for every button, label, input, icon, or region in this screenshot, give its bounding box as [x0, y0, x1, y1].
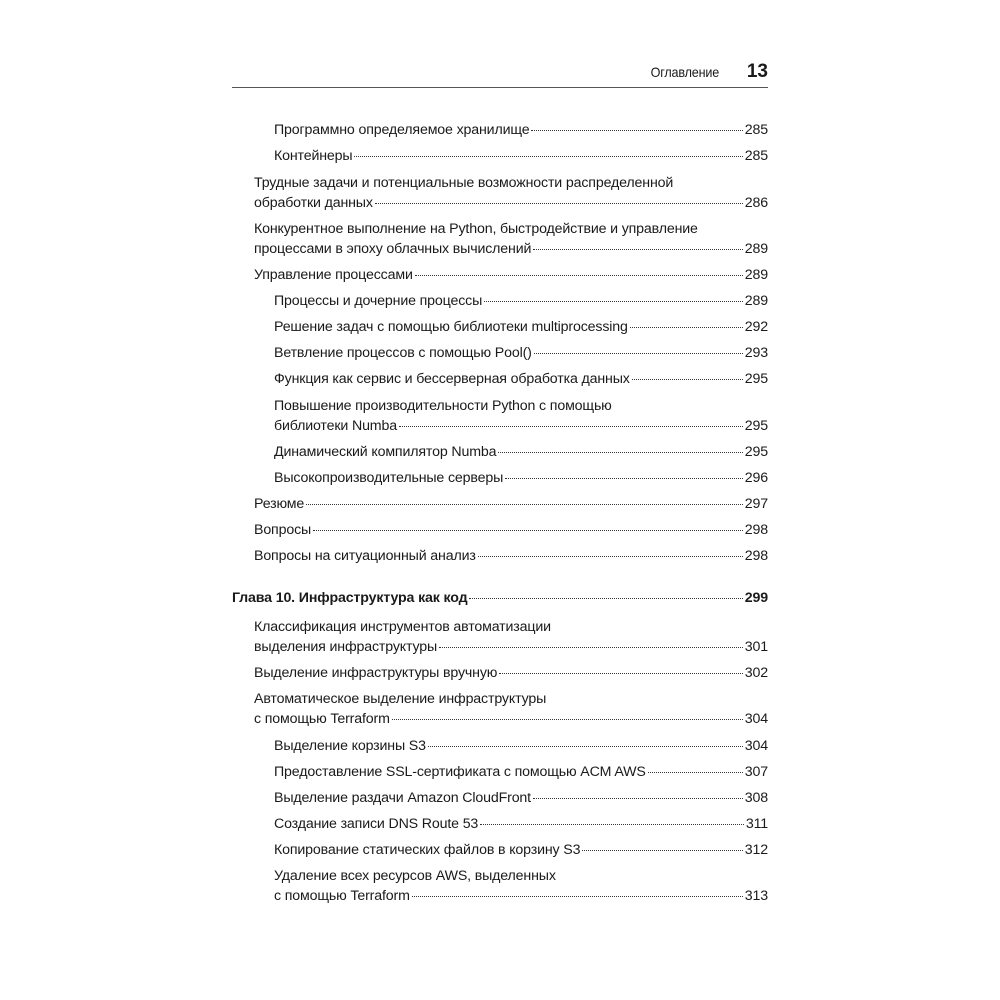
toc-page-number: 292: [744, 319, 768, 335]
toc-entry-title: Предоставление SSL-сертификата с помощью ACM AWS: [274, 764, 646, 780]
dot-leader: [412, 895, 743, 897]
toc-entry: [254, 618, 768, 657]
toc-page-number: 286: [744, 194, 768, 211]
toc-entry-title: с помощью Terraform: [254, 710, 390, 727]
toc-entry-title: Динамический компилятор Numba: [274, 444, 497, 460]
toc-page-number: 301: [744, 638, 768, 655]
toc-page-number: 289: [744, 240, 768, 257]
dot-leader: [498, 451, 742, 453]
toc-entry: [274, 318, 768, 338]
page-number: 13: [746, 61, 768, 82]
toc-entry-title: Управление процессами: [254, 267, 413, 283]
toc-entry-title: Выделение инфраструктуры вручную: [254, 665, 498, 681]
toc-page-number: 295: [744, 417, 768, 434]
toc-page-number: 289: [744, 267, 768, 283]
toc-entry: [254, 547, 768, 567]
toc-entry-title: Решение задач с помощью библиотеки multiprocessing: [274, 319, 628, 335]
dot-leader: [478, 555, 743, 557]
dot-leader: [534, 352, 743, 354]
toc-page-number: 313: [744, 887, 768, 904]
toc-entry-title: Выделение раздачи Amazon CloudFront: [274, 790, 531, 806]
toc-entry-title-line: Классификация инструментов автоматизации: [254, 619, 551, 635]
dot-leader: [439, 646, 743, 648]
toc-entry: [274, 292, 768, 312]
toc-entry: [254, 664, 768, 684]
toc-entry: [274, 147, 768, 167]
toc-entry-title: процессами в эпоху облачных вычислений: [254, 240, 532, 257]
toc-entry-title: обработки данных: [254, 194, 373, 211]
toc-entry: [274, 370, 768, 390]
toc-entry: [254, 220, 768, 259]
toc-entry-title: Создание записи DNS Route 53: [274, 816, 479, 832]
toc-entry-title: Резюме: [254, 496, 305, 512]
toc-entry-title-line: Трудные задачи и потенциальные возможности распределенной: [254, 175, 674, 191]
toc-entry: [254, 521, 768, 541]
toc-entry-title-line: Повышение производительности Python с помощью: [274, 398, 612, 414]
toc-entry: [274, 469, 768, 489]
toc-entry: [274, 121, 768, 141]
toc-entry: [254, 690, 768, 729]
toc-entry-title-line: Конкурентное выполнение на Python, быстродействие и управление: [254, 221, 698, 237]
toc-entry-title: Вопросы: [254, 522, 312, 538]
toc-entry-title: Высокопроизводительные серверы: [274, 470, 504, 486]
toc-page-number: 304: [744, 738, 768, 754]
toc-entry: [274, 841, 768, 861]
toc-page-number: 297: [744, 496, 768, 512]
toc-page-number: 298: [744, 548, 768, 564]
dot-leader: [313, 529, 743, 531]
toc-page-number: 285: [744, 148, 768, 164]
toc-entry: [254, 495, 768, 515]
toc-entry-title: Глава 10. Инфраструктура как код: [232, 590, 468, 606]
toc-page-number: 289: [744, 293, 768, 309]
toc-entry: [274, 763, 768, 783]
dot-leader: [354, 155, 742, 157]
dot-leader: [415, 274, 743, 276]
dot-leader: [630, 326, 743, 328]
toc-page-number: 302: [744, 665, 768, 681]
toc-page-number: 296: [744, 470, 768, 486]
toc-page-number: 293: [744, 345, 768, 361]
toc-entry: [274, 789, 768, 809]
toc-entry: [274, 815, 768, 835]
dot-leader: [533, 797, 743, 799]
dot-leader: [399, 425, 743, 427]
toc-entry-title: выделения инфраструктуры: [254, 638, 438, 655]
toc-entry: [274, 737, 768, 757]
dot-leader: [392, 718, 743, 720]
toc-entry: [274, 867, 768, 906]
toc-page-number: 295: [744, 444, 768, 460]
toc-page-number: 295: [744, 371, 768, 387]
toc-page-number: 298: [744, 522, 768, 538]
dot-leader: [533, 248, 742, 250]
toc-page-number: 312: [744, 842, 768, 858]
dot-leader: [505, 477, 743, 479]
dot-leader: [531, 129, 742, 131]
dot-leader: [499, 672, 743, 674]
dot-leader: [469, 597, 742, 599]
toc-entry-title: Контейнеры: [274, 148, 353, 164]
toc-page-number: 308: [744, 790, 768, 806]
toc-entry: [274, 443, 768, 463]
dot-leader: [484, 300, 743, 302]
toc-entry-title: Функция как сервис и бессерверная обработка данных: [274, 371, 630, 387]
dot-leader: [428, 745, 743, 747]
dot-leader: [582, 849, 742, 851]
toc-entry-title: Программно определяемое хранилище: [274, 122, 530, 138]
toc-entry-title: Вопросы на ситуационный анализ: [254, 548, 476, 564]
toc-page-number: 304: [744, 710, 768, 727]
toc-entry-title: Ветвление процессов с помощью Pool(): [274, 345, 532, 361]
toc-page-number: 311: [745, 816, 768, 832]
toc-entry-title: Процессы и дочерние процессы: [274, 293, 483, 309]
toc-entry-title: Копирование статических файлов в корзину S3: [274, 842, 581, 858]
toc-entry: [232, 589, 768, 609]
toc-page-number: 307: [744, 764, 768, 780]
dot-leader: [375, 202, 743, 204]
toc-entry: [274, 344, 768, 364]
toc-entry: [254, 266, 768, 286]
toc-entry: [274, 397, 768, 436]
toc-entry-title-line: Автоматическое выделение инфраструктуры: [254, 691, 547, 707]
running-header-title: Оглавление: [650, 64, 719, 80]
toc-page-number: 299: [744, 590, 768, 606]
toc-page-number: 285: [744, 122, 768, 138]
toc-entry-title: с помощью Terraform: [274, 887, 410, 904]
dot-leader: [306, 503, 743, 505]
toc-entry-title: Выделение корзины S3: [274, 738, 426, 754]
toc-entry-title-line: Удаление всех ресурсов AWS, выделенных: [274, 868, 556, 884]
toc-entry: [254, 174, 768, 213]
dot-leader: [480, 823, 744, 825]
dot-leader: [648, 771, 743, 773]
dot-leader: [632, 378, 743, 380]
toc-entry-title: библиотеки Numba: [274, 417, 397, 434]
